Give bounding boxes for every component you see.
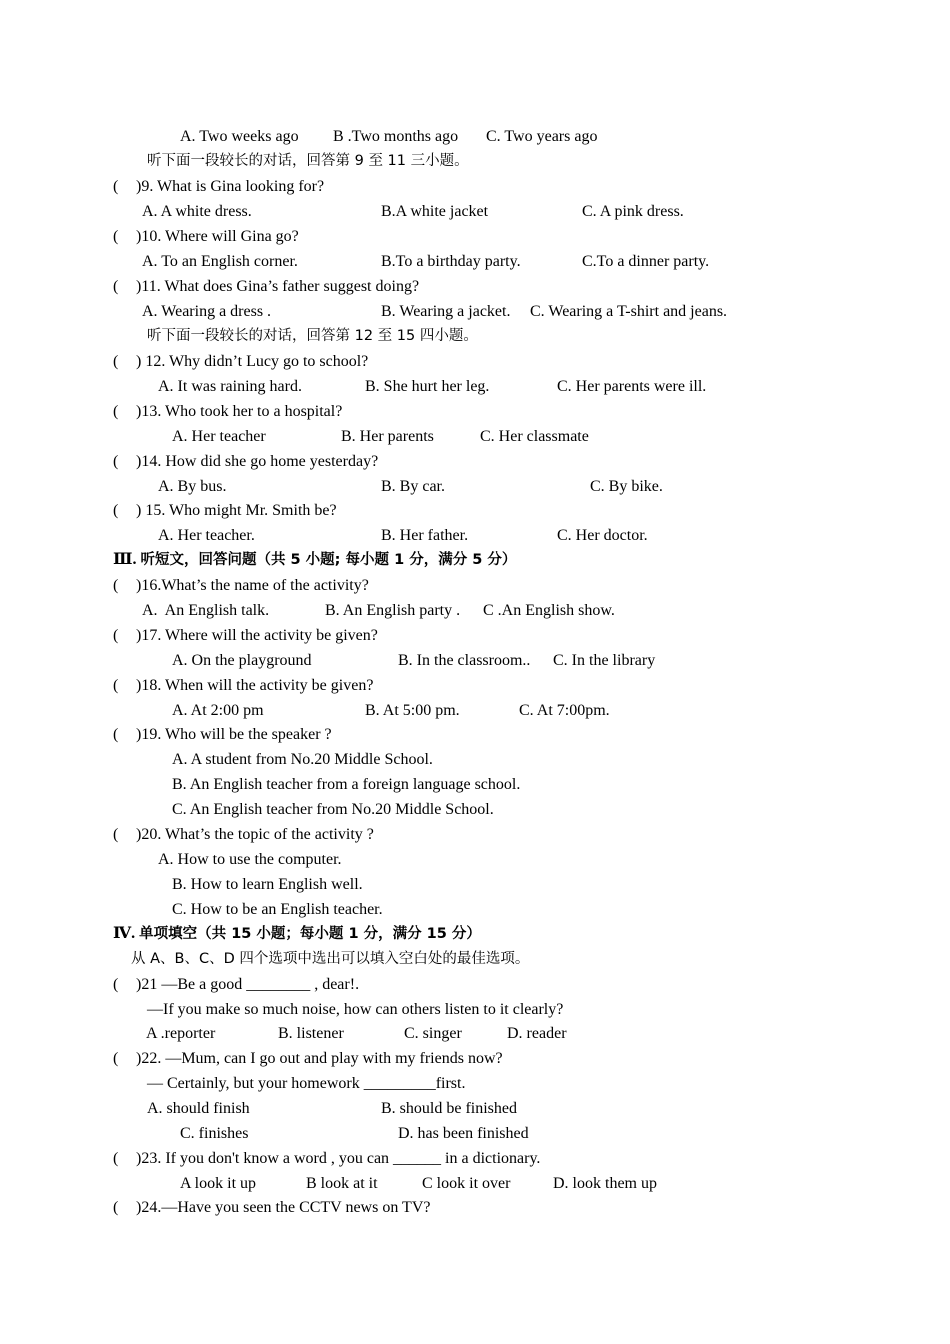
q18-question: )18. When will the activity be given?: [136, 677, 374, 694]
q15-option-c: C. Her doctor.: [557, 527, 648, 544]
q10-option-b: B.To a birthday party.: [381, 253, 521, 270]
q22-bracket: (: [113, 1050, 119, 1067]
q14-option-a: A. By bus.: [158, 478, 227, 495]
q9-question: )9. What is Gina looking for?: [136, 178, 325, 195]
q10-question: )10. Where will Gina go?: [136, 228, 299, 245]
q11-option-c: C. Wearing a T-shirt and jeans.: [530, 303, 728, 320]
q20-question: )20. What’s the topic of the activity ?: [136, 826, 374, 843]
q19-option-b: B. An English teacher from a foreign language school.: [172, 776, 521, 793]
q15-option-b: B. Her father.: [381, 527, 469, 544]
q15-question: ) 15. Who might Mr. Smith be?: [136, 502, 337, 519]
q23-bracket: (: [113, 1150, 119, 1167]
q21-option-d: D. reader: [507, 1025, 567, 1042]
q22-option-d: D. has been finished: [398, 1125, 529, 1142]
q17-option-c: C. In the library: [553, 652, 656, 669]
q8-option-c: C. Two years ago: [486, 128, 598, 145]
q10-option-a: A. To an English corner.: [142, 253, 298, 270]
section-instruction-12-15: 听下面一段较长的对话，回答第 12 至 15 四小题。: [147, 328, 478, 344]
q21-dialogue: —If you make so much noise, how can others listen to it clearly?: [147, 1001, 564, 1018]
q17-question: )17. Where will the activity be given?: [136, 627, 378, 644]
part-4-heading: [113, 924, 481, 944]
q11-bracket: (: [113, 278, 119, 295]
q8-option-a: A. Two weeks ago: [180, 128, 299, 145]
part-3-title: 听短文，回答问题（共 5 小题; 每小题 1 分，满分 5 分）: [140, 552, 517, 568]
q13-option-c: C. Her classmate: [480, 428, 589, 445]
q16-option-b: B. An English party .: [325, 602, 461, 619]
q22-option-c: C. finishes: [180, 1125, 249, 1142]
q23-option-d: D. look them up: [553, 1175, 657, 1192]
q21-option-b: B. listener: [278, 1025, 344, 1042]
q13-option-a: A. Her teacher: [172, 428, 266, 445]
q12-bracket: (: [113, 353, 119, 370]
q10-option-c: C.To a dinner party.: [582, 253, 710, 270]
q23-question: )23. If you don't know a word , you can ______ in a dictionary.: [136, 1150, 541, 1167]
q21-bracket: (: [113, 976, 119, 993]
q18-option-a: A. At 2:00 pm: [172, 702, 264, 719]
q21-question: )21 —Be a good ________ , dear!.: [136, 976, 360, 993]
q12-option-c: C. Her parents were ill.: [557, 378, 707, 395]
q9-option-b: B.A white jacket: [381, 203, 489, 220]
part-3-heading: [113, 550, 516, 570]
q13-option-b: B. Her parents: [341, 428, 434, 445]
q23-option-c: C look it over: [422, 1175, 511, 1192]
q22-question: )22. —Mum, can I go out and play with my friends now?: [136, 1050, 503, 1067]
q19-bracket: (: [113, 726, 119, 743]
q18-bracket: (: [113, 677, 119, 694]
part-3-number: Ⅲ.: [113, 551, 141, 568]
section-instruction-9-11: 听下面一段较长的对话，回答第 9 至 11 三小题。: [147, 153, 469, 169]
q14-option-c: C. By bike.: [590, 478, 663, 495]
q19-question: )19. Who will be the speaker ?: [136, 726, 332, 743]
q19-option-c: C. An English teacher from No.20 Middle School.: [172, 801, 494, 818]
q16-option-c: C .An English show.: [483, 602, 615, 619]
q21-option-a: A .reporter: [146, 1025, 216, 1042]
q12-question: ) 12. Why didn’t Lucy go to school?: [136, 353, 369, 370]
q22-option-b: B. should be finished: [381, 1100, 517, 1117]
q14-bracket: (: [113, 453, 119, 470]
q20-option-b: B. How to learn English well.: [172, 876, 363, 893]
q24-bracket: (: [113, 1199, 119, 1216]
q9-option-c: C. A pink dress.: [582, 203, 684, 220]
q18-option-b: B. At 5:00 pm.: [365, 702, 460, 719]
q24-question: )24.—Have you seen the CCTV news on TV?: [136, 1199, 431, 1216]
q17-option-b: B. In the classroom..: [398, 652, 531, 669]
q11-question: )11. What does Gina’s father suggest doing?: [136, 278, 420, 295]
q20-option-c: C. How to be an English teacher.: [172, 901, 383, 918]
q11-option-b: B. Wearing a jacket.: [381, 303, 511, 320]
q13-question: )13. Who took her to a hospital?: [136, 403, 343, 420]
q16-option-a: A. An English talk.: [142, 602, 270, 619]
q12-option-a: A. It was raining hard.: [158, 378, 302, 395]
q11-option-a: A. Wearing a dress .: [142, 303, 272, 320]
q16-bracket: (: [113, 577, 119, 594]
part-4-number: Ⅳ.: [113, 925, 140, 942]
q9-option-a: A. A white dress.: [142, 203, 252, 220]
part-4-title: 单项填空（共 15 小题；每小题 1 分，满分 15 分）: [139, 926, 481, 942]
q23-option-b: B look at it: [306, 1175, 378, 1192]
q8-option-b: B .Two months ago: [333, 128, 459, 145]
part-4-instruction: 从 A、B、C、D 四个选项中选出可以填入空白处的最佳选项。: [131, 951, 530, 967]
q15-bracket: (: [113, 502, 119, 519]
q17-bracket: (: [113, 627, 119, 644]
q16-question: )16.What’s the name of the activity?: [136, 577, 369, 594]
q19-option-a: A. A student from No.20 Middle School.: [172, 751, 433, 768]
q14-question: )14. How did she go home yesterday?: [136, 453, 379, 470]
q14-option-b: B. By car.: [381, 478, 445, 495]
q9-bracket: (: [113, 178, 119, 195]
q20-option-a: A. How to use the computer.: [158, 851, 342, 868]
q12-option-b: B. She hurt her leg.: [365, 378, 490, 395]
q22-dialogue: — Certainly, but your homework _________first.: [147, 1075, 466, 1092]
q13-bracket: (: [113, 403, 119, 420]
q10-bracket: (: [113, 228, 119, 245]
q22-option-a: A. should finish: [147, 1100, 250, 1117]
q23-option-a: A look it up: [180, 1175, 257, 1192]
q18-option-c: C. At 7:00pm.: [519, 702, 610, 719]
q17-option-a: A. On the playground: [172, 652, 312, 669]
q21-option-c: C. singer: [404, 1025, 462, 1042]
q15-option-a: A. Her teacher.: [158, 527, 255, 544]
q20-bracket: (: [113, 826, 119, 843]
